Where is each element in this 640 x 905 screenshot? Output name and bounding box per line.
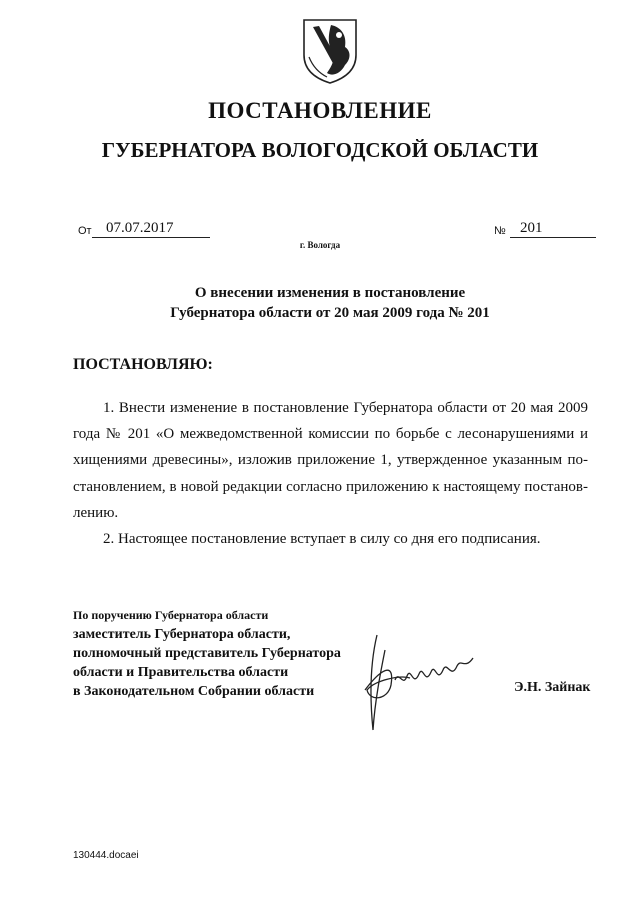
document-date: 07.07.2017	[92, 220, 210, 238]
handwritten-signature-icon	[355, 630, 480, 740]
document-subtitle: ГУБЕРНАТОРА ВОЛОГОДСКОЙ ОБЛАСТИ	[101, 138, 539, 162]
signatory-title: заместитель Губернатора области, полномочный представитель Губернатора области и Правительства области в Законодательном Собрании области	[73, 627, 341, 699]
signatory-name: Э.Н. Зайнак	[514, 680, 591, 695]
decree-word: ПОСТАНОВЛЯЮ:	[73, 356, 213, 373]
paragraph-1: 1. Внести изменение в постановление Губернатора области от 20 мая 2009 года № 201 «О межведомственной комиссии по борьбе с лесонарушениями и хищениями древесины», изложив приложение 1, утвержденное указанным по-становлением, в новой редакции согласно приложению к настоящему постанов-лению.	[73, 400, 588, 521]
resolution-heading-line2: Губернатора области от 20 мая 2009 года № 201	[170, 305, 490, 321]
coat-of-arms-icon	[301, 17, 359, 85]
document-title: ПОСТАНОВЛЕНИЕ	[208, 98, 432, 123]
date-prefix: От	[78, 225, 92, 237]
signature-lead: По поручению Губернатора области	[73, 608, 269, 622]
paragraph-2: 2. Настоящее постановление вступает в силу со дня его подписания.	[103, 531, 541, 548]
file-reference: 130444.docaei	[73, 850, 139, 861]
city-label: г. Вологда	[299, 240, 341, 250]
document-body	[73, 395, 588, 552]
resolution-heading-line1: О внесении изменения в постановление	[194, 285, 466, 301]
document-number: 201	[510, 220, 596, 238]
number-prefix: №	[494, 225, 506, 237]
